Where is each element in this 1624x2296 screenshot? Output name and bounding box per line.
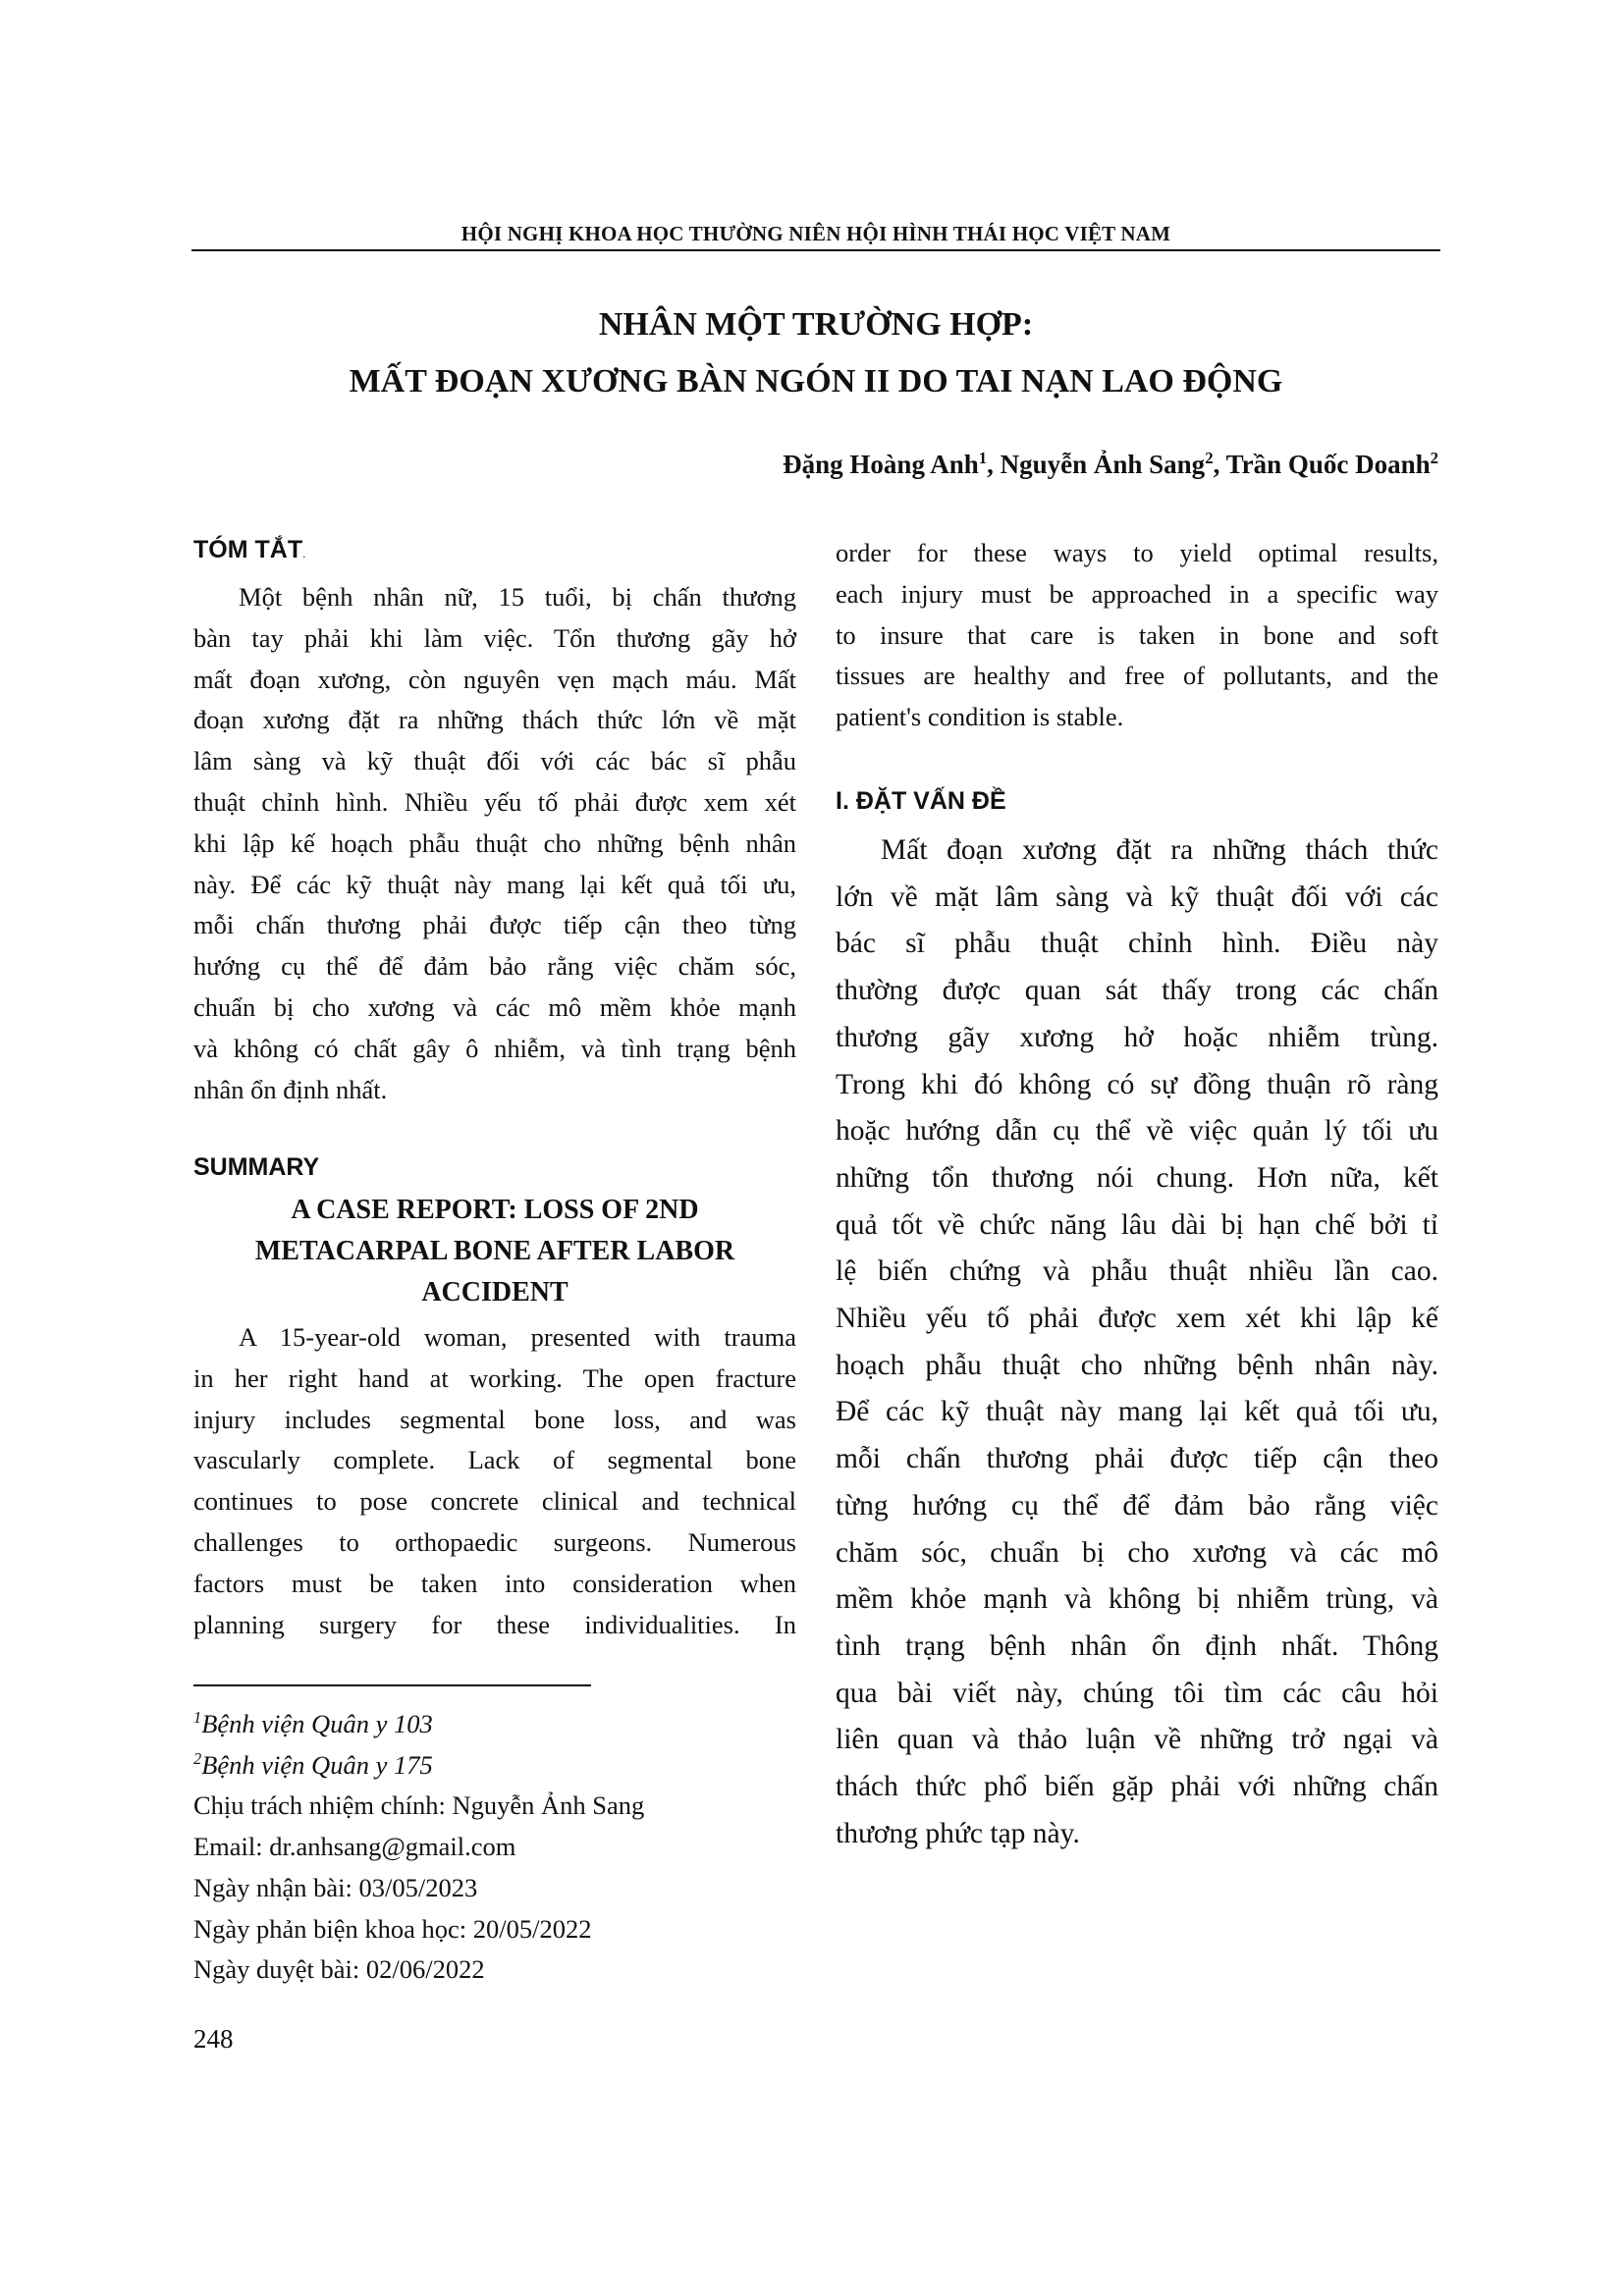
affiliation-number: 2 [193, 1748, 202, 1768]
summary-title [193, 1190, 796, 1313]
affiliation-2 [193, 1745, 644, 1787]
text-line: thường được quan sát thấy trong các chấn [836, 975, 1438, 1007]
text-line: khi lập kế hoạch phẫu thuật cho những bệnh nhân [193, 828, 796, 858]
summary-title-line: ACCIDENT [421, 1277, 568, 1308]
text-line: hướng cụ thể để đảm bảo rằng việc chăm sóc, [193, 951, 796, 982]
page-number: 248 [193, 2024, 234, 2054]
text-line: mỗi chấn thương phải được tiếp cận theo từng [193, 910, 796, 940]
text-line: từng hướng cụ thể để đảm bảo rằng việc [836, 1489, 1438, 1522]
author-affiliation-mark: 1 [978, 449, 988, 467]
corresponding-author: Chịu trách nhiệm chính: Nguyễn Ảnh Sang [193, 1790, 645, 1821]
text-line: thương phức tạp này. [836, 1817, 1080, 1849]
author-name: Đặng Hoàng Anh [783, 450, 979, 479]
affiliation-1 [193, 1704, 644, 1745]
text-line: thuật chỉnh hình. Nhiều yếu tố phải được xem xét [193, 786, 796, 817]
date-accepted: Ngày duyệt bài: 02/06/2022 [193, 1954, 485, 1985]
text-line: lâm sàng và kỹ thuật đối với các bác sĩ phẫu [193, 746, 796, 776]
author-name: Nguyễn Ảnh Sang [1000, 450, 1206, 479]
text-line: each injury must be approached in a specific way [836, 578, 1438, 609]
text-line: hoạch phẫu thuật cho những bệnh nhân này. [836, 1349, 1438, 1381]
article-title-line-2: MẤT ĐOẠN XƯƠNG BÀN NGÓN II DO TAI NẠN LAO ĐỘNG [349, 363, 1283, 400]
text-line: mất đoạn xương, còn nguyên vẹn mạch máu. Mất [193, 664, 796, 694]
text-line: tình trạng bệnh nhân ổn định nhất. Thông [836, 1629, 1438, 1662]
text-line: liên quan và thảo luận về những trở ngại và [836, 1724, 1438, 1756]
text-line: Mất đoạn xương đặt ra những thách thức [881, 834, 1438, 866]
date-received: Ngày nhận bài: 03/05/2023 [193, 1872, 478, 1902]
text-line: injury includes segmental bone loss, and was [193, 1404, 796, 1434]
text-line: lệ biến chứng và phẫu thuật nhiều lần cao. [836, 1255, 1438, 1288]
text-line: mềm khỏe mạnh và không bị nhiễm trùng, và [836, 1583, 1438, 1616]
text-line: continues to pose concrete clinical and technical [193, 1486, 796, 1517]
text-line: A 15-year-old woman, presented with trauma [239, 1322, 796, 1352]
article-title-line-1: NHÂN MỘT TRƯỜNG HỢP: [598, 306, 1034, 343]
text-line: planning surgery for these individualities. In [193, 1609, 796, 1639]
author-separator: , [1213, 450, 1226, 479]
text-line: nhân ổn định nhất. [193, 1074, 388, 1104]
text-line: vascularly complete. Lack of segmental bone [193, 1445, 796, 1475]
text-line: đoạn xương đặt ra những thách thức lớn về mặt [193, 705, 796, 735]
text-line: chăm sóc, chuẩn bị cho xương và các mô [836, 1536, 1438, 1569]
heading-suffix: . [302, 547, 306, 561]
abstract-vi-heading [193, 536, 796, 564]
text-line: thách thức phổ biến gặp phải với những chấn [836, 1771, 1438, 1803]
text-line: factors must be taken into consideration when [193, 1568, 796, 1598]
summary-body-left [193, 1317, 796, 1645]
text-line: Trong khi đó không có sự đồng thuận rõ ràng [836, 1068, 1438, 1100]
email: Email: dr.anhsang@gmail.com [193, 1832, 516, 1862]
author-name: Trần Quốc Doanh [1225, 450, 1431, 479]
text-line: mỗi chấn thương phải được tiếp cận theo [836, 1443, 1438, 1475]
header-rule [191, 249, 1440, 251]
text-line: challenges to orthopaedic surgeons. Numerous [193, 1526, 796, 1557]
author-separator: , [987, 450, 1001, 479]
text-line: và không có chất gây ô nhiễm, và tình trạng bệnh [193, 1033, 796, 1063]
date-reviewed: Ngày phản biện khoa học: 20/05/2022 [193, 1913, 592, 1944]
summary-heading: SUMMARY [193, 1153, 320, 1181]
text-line: to insure that care is taken in bone and soft [836, 619, 1438, 650]
text-line: quả tốt về chức năng lâu dài bị hạn chế bởi tỉ [836, 1208, 1438, 1241]
text-line: tissues are healthy and free of pollutants, and the [836, 661, 1438, 691]
section-1-heading: I. ĐẶT VẤN ĐỀ [836, 787, 1006, 815]
heading-text: TÓM TẮT [193, 536, 303, 563]
footnotes [193, 1704, 644, 1991]
abstract-vi-body [193, 577, 796, 1110]
text-line: patient's condition is stable. [836, 702, 1124, 732]
text-line: bàn tay phải khi làm việc. Tổn thương gãy hở [193, 622, 796, 653]
affiliation-text: Bệnh viện Quân y 103 [201, 1709, 433, 1738]
summary-title-line: METACARPAL BONE AFTER LABOR [254, 1236, 735, 1266]
affiliation-text: Bệnh viện Quân y 175 [201, 1749, 433, 1780]
running-header: HỘI NGHỊ KHOA HỌC THƯỜNG NIÊN HỘI HÌNH THÁI HỌC VIỆT NAM [460, 222, 1171, 245]
text-line: qua bài viết này, chúng tôi tìm các câu hỏi [836, 1677, 1438, 1709]
text-line: Nhiều yếu tố phải được xem xét khi lập kế [836, 1303, 1438, 1335]
author-list [783, 450, 1438, 480]
text-line: bác sĩ phẫu thuật chỉnh hình. Điều này [836, 928, 1438, 960]
text-line: Để các kỹ thuật này mang lại kết quả tối ưu, [836, 1396, 1438, 1428]
text-line: thương gãy xương hở hoặc nhiễm trùng. [836, 1021, 1438, 1053]
text-line: in her right hand at working. The open fracture [193, 1362, 796, 1393]
footnote-rule [193, 1684, 591, 1686]
affiliation-number: 1 [193, 1708, 202, 1728]
summary-title-line: A CASE REPORT: LOSS OF 2ND [291, 1195, 699, 1225]
author-affiliation-mark: 2 [1430, 449, 1438, 467]
text-line: Một bệnh nhân nữ, 15 tuổi, bị chấn thương [239, 582, 796, 612]
text-line: những tổn thương nói chung. Hơn nữa, kết [836, 1161, 1438, 1194]
section-1-body [836, 828, 1438, 1857]
text-line: này. Để các kỹ thuật này mang lại kết quả tối ưu, [193, 869, 796, 899]
text-line: chuẩn bị cho xương và các mô mềm khỏe mạnh [193, 991, 796, 1022]
summary-body-right [836, 533, 1438, 738]
text-line: hoặc hướng dẫn cụ thể về việc quản lý tối ưu [836, 1115, 1438, 1148]
text-line: order for these ways to yield optimal results, [836, 538, 1438, 567]
text-line: lớn về mặt lâm sàng và kỹ thuật đối với các [836, 881, 1438, 913]
author-affiliation-mark: 2 [1205, 449, 1214, 467]
